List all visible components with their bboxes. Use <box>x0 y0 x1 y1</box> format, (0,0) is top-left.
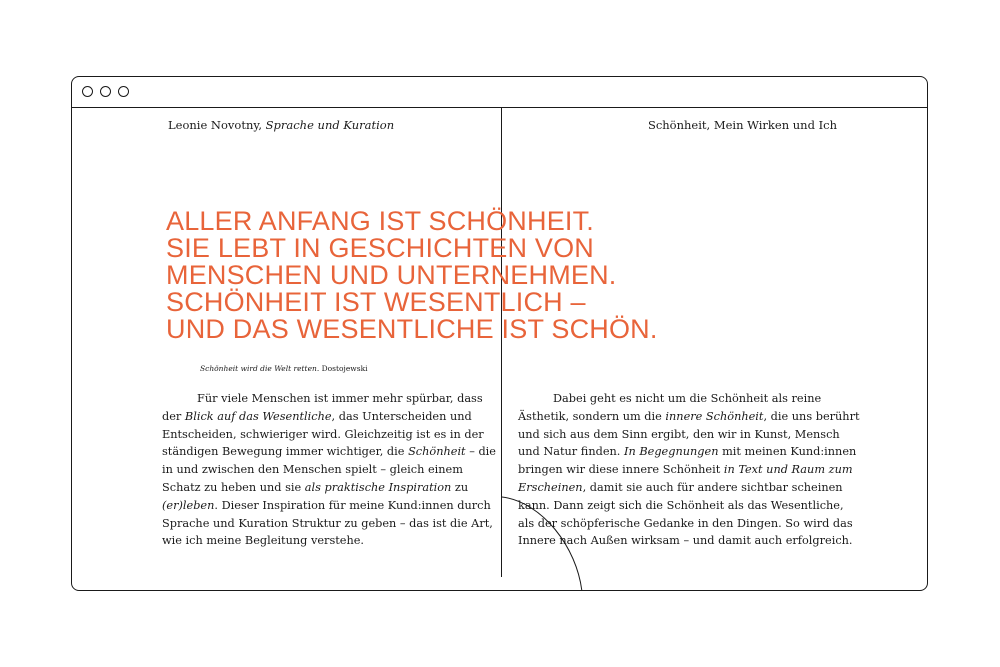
emphasis-text: In Begegnungen <box>624 445 719 459</box>
body-text: , damit sie auch für andere sichtbar scheinen <box>582 480 843 494</box>
headline-line: ALLER ANFANG IST SCHÖNHEIT. <box>166 206 595 236</box>
body-text: Sprache und Kuration Struktur zu geben – das ist die Art, <box>162 516 493 530</box>
emphasis-text: (er)leben <box>162 498 215 512</box>
emphasis-text: Erscheinen <box>518 480 583 494</box>
body-text: der <box>162 409 185 423</box>
paragraph-line <box>162 532 482 550</box>
body-text: kann. Dann zeigt sich die Schönheit als das Wesentliche, <box>518 498 844 512</box>
quote-text: Schönheit wird die Welt retten. <box>200 364 320 373</box>
body-text: . Dieser Inspiration für meine Kund:innen durch <box>214 498 491 512</box>
paragraph-line <box>162 515 493 533</box>
browser-window <box>71 76 928 591</box>
window-control-circle-icon[interactable] <box>100 86 111 97</box>
body-text: und sich aus dem Sinn ergibt, den wir in Kunst, Mensch <box>518 427 840 441</box>
paragraph-line <box>162 461 482 479</box>
headline-line: SIE LEBT IN GESCHICHTEN VON <box>166 233 594 263</box>
headline <box>166 208 658 343</box>
body-text: Entscheiden, schwieriger wird. Gleichzeitig ist es in der <box>162 427 484 441</box>
left-column-text <box>162 390 496 550</box>
right-column-text <box>518 390 860 550</box>
body-text: in und zwischen den Menschen spielt – gleich einem <box>162 463 463 477</box>
window-control-circle-icon[interactable] <box>82 86 93 97</box>
paragraph-line <box>162 479 482 497</box>
author-name: Leonie Novotny, <box>168 118 262 132</box>
paragraph-line <box>518 479 848 497</box>
paragraph-line <box>518 532 853 550</box>
paragraph-line <box>162 426 482 444</box>
body-text: Dabei geht es nicht um die Schönheit als reine <box>553 392 822 405</box>
paragraph-line <box>518 408 860 426</box>
page-title: Schönheit, Mein Wirken und Ich <box>647 118 837 132</box>
emphasis-text: Schönheit <box>408 445 466 459</box>
author-role: Sprache und Kuration <box>265 118 395 132</box>
quote <box>200 364 368 373</box>
body-text: Ästhetik, sondern um die <box>518 409 666 423</box>
paragraph-line <box>162 443 496 461</box>
body-text: zu <box>451 480 469 494</box>
body-text: und Natur finden. <box>518 445 624 459</box>
body-text: , das Unterscheiden und <box>331 409 472 423</box>
paragraph-line <box>518 461 853 479</box>
body-text: – die <box>465 445 496 459</box>
emphasis-text: innere Schönheit <box>665 409 764 423</box>
paragraph-line <box>162 390 482 408</box>
emphasis-text: in Text und Raum zum <box>723 463 853 477</box>
paragraph-line <box>518 426 848 444</box>
paragraph-line <box>518 515 853 533</box>
body-text: , die uns berührt <box>763 409 860 423</box>
body-text: bringen wir diese innere Schönheit <box>518 463 724 477</box>
headline-line: MENSCHEN UND UNTERNEHMEN. <box>166 260 617 290</box>
quote-author: Dostojewski <box>321 364 368 373</box>
emphasis-text: Blick auf das Wesentliche <box>184 409 332 423</box>
body-text: mit meinen Kund:innen <box>718 445 857 459</box>
paragraph-line <box>518 443 857 461</box>
headline-line: UND DAS WESENTLICHE IST SCHÖN. <box>166 314 658 344</box>
paragraph-line <box>518 497 848 515</box>
emphasis-text: als praktische Inspiration <box>304 480 452 494</box>
paragraph-line <box>518 390 848 408</box>
body-text: Innere nach Außen wirksam – und damit auch erfolgreich. <box>518 534 853 548</box>
body-text: als der schöpferische Gedanke in den Dingen. So wird das <box>518 516 853 530</box>
body-text: Schatz zu heben und sie <box>162 480 305 494</box>
paragraph-line <box>162 497 491 515</box>
window-titlebar <box>72 77 927 108</box>
body-text: Für viele Menschen ist immer mehr spürbar, dass <box>197 392 483 405</box>
paragraph-line <box>162 408 482 426</box>
body-text: wie ich meine Begleitung verstehe. <box>162 534 365 548</box>
body-text: ständigen Bewegung immer wichtiger, die <box>162 445 409 459</box>
headline-line: SCHÖNHEIT IST WESENTLICH – <box>166 287 586 317</box>
author-header <box>168 118 394 132</box>
window-control-circle-icon[interactable] <box>118 86 129 97</box>
